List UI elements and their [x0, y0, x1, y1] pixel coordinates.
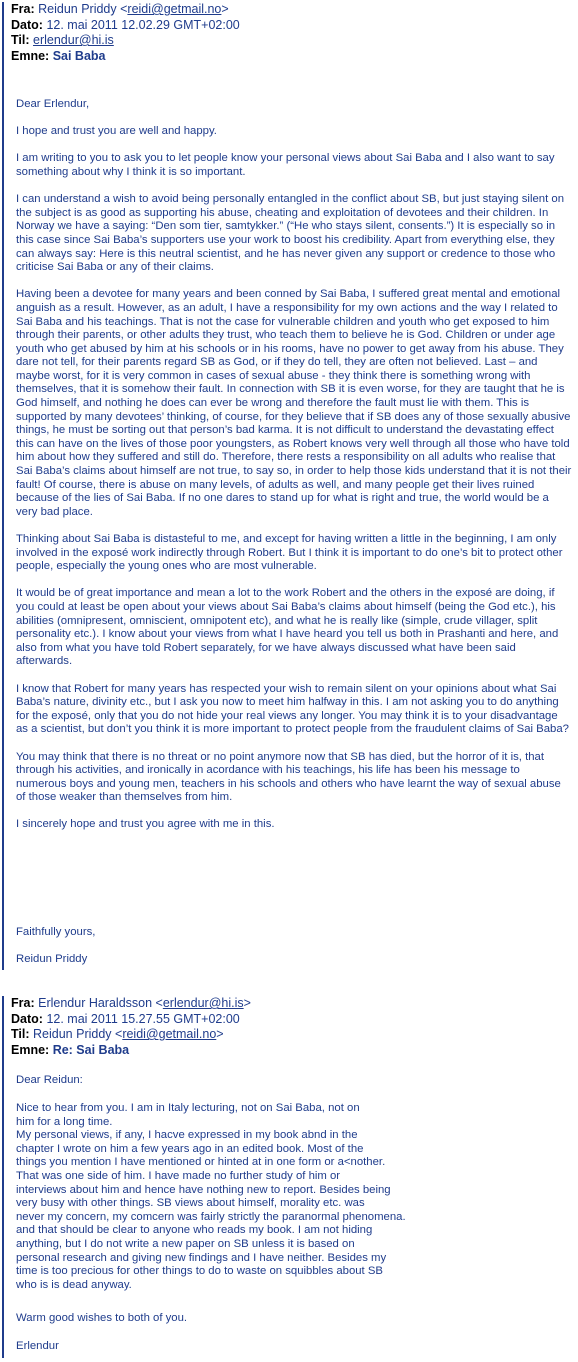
date-row	[11, 18, 240, 34]
date-value: 12. mai 2011 15.27.55 GMT+02:00	[46, 1011, 240, 1026]
body-line: time is too precious for other things to do to waste on squibbles about SB	[16, 1265, 383, 1278]
from-name: Reidun Priddy <	[38, 2, 128, 16]
body-line: very busy with other things. SB views about himself, morality etc. was	[16, 1197, 365, 1210]
body-line: Nice to hear from you. I am in Italy lecturing, not on Sai Baba, not on	[16, 1102, 360, 1114]
signature	[16, 953, 572, 967]
reply-text	[16, 1102, 572, 1292]
signature-name: Reidun Priddy	[16, 953, 88, 965]
body-line: interviews about him and hence have nothing new to report. Besides being	[16, 1183, 391, 1196]
reply-closing	[16, 1312, 572, 1326]
body-line: anything, but I do not write a new paper on SB unless it is based on	[16, 1237, 355, 1250]
paragraph: Dear Erlendur,	[16, 98, 90, 110]
body-line: My personal views, if any, I hacve expressed in my book abnd in the	[16, 1129, 358, 1142]
body-line: things you mention I have mentioned or hinted at in one form or a<nother.	[16, 1156, 386, 1169]
paragraph: I hope and trust you are well and happy.	[16, 125, 217, 138]
subject-row	[11, 49, 240, 65]
body-line: him for a long time.	[16, 1115, 113, 1128]
to-row	[11, 33, 240, 49]
closing: Warm good wishes to both of you.	[16, 1312, 188, 1324]
date-label: Dato:	[11, 1011, 43, 1026]
from-row: Fra: Erlendur Haraldsson <erlendur@hi.is>	[11, 996, 251, 1010]
to-email-link[interactable]: erlendur@hi.is	[33, 33, 114, 47]
paragraph: You may think that there is no threat or no point anymore now that SB has died, but the horror of it is, that through his activities, and ironically in acordance with his teachings, his life has been his message to numerous boys and young men, teachers in his schools and others who have learnt the way of sexual abuse of those weaker than themselves from him.	[16, 750, 561, 804]
sign-off	[16, 926, 572, 940]
body-line: That was one side of him. I have made no further study of him or	[16, 1169, 341, 1182]
subject-value: Sai Baba	[52, 48, 106, 63]
paragraph: I can understand a wish to avoid being personally entangled in the conflict about SB, but just staying silent on the subject is as good as supporting his abuse, cheating and exploitation of devotees and their children. In Norway we have a saying: “Den som tier, samtykker.” (“He who stays silent, consents.”) It is especially so in this case since Sai Baba’s supporters use your work to boost his credibility. Apart from everything else, they can always say: Here is this neutral scientist, and he has never given any support or credence to those who criticise Sai Baba or any of their claims.	[16, 193, 565, 274]
from-label: Fra:	[11, 996, 35, 1010]
from-email-link[interactable]: reidi@getmail.no	[127, 2, 222, 16]
greeting: Dear Reidun:	[16, 1074, 83, 1086]
from-name: Erlendur Haraldsson <	[38, 996, 163, 1010]
body-line: chapter I wrote on him a few years ago in an edited book. Most of the	[16, 1142, 364, 1155]
closing: Faithfully yours,	[16, 926, 96, 938]
to-email-link[interactable]: reidi@getmail.no	[122, 1027, 217, 1041]
paragraph: It would be of great importance and mean a lot to the work Robert and the others in the exposé are doing, if you could at least be open about your views about Sai Baba’s claims about himself (being the God etc.), his abilities (omnipresent, omniscient, omnipotent etc), and what he is really like (simple, crude villager, split personality etc.). I know about your views from what I have heard you tell us both in Prashanti and here, and also from what you have told Robert separately, for we have always discussed what have been said afterwards.	[16, 587, 559, 668]
to-label: Til:	[11, 1027, 30, 1041]
paragraph: Thinking about Sai Baba is distasteful to me, and except for having written a little in the beginning, I am only involved in the exposé work indirectly through Robert. But I think it is important to do one’s bit to protect other people, especially the young ones who are most vulnerable.	[16, 533, 563, 573]
subject-label: Emne:	[11, 48, 50, 63]
to-name: Reidun Priddy <	[33, 1027, 123, 1041]
email-header	[11, 2, 240, 64]
reply-signature	[16, 1340, 572, 1354]
from-label: Fra:	[11, 2, 35, 16]
from-email-link[interactable]: erlendur@hi.is	[162, 996, 244, 1010]
date-label: Dato:	[11, 17, 43, 32]
subject-value: Re: Sai Baba	[52, 1042, 130, 1057]
paragraph: I know that Robert for many years has respected your wish to remain silent on your opinions about what Sai Baba’s nature, divinity etc., but I ask you now to meet him halfway in this. I am not asking you to do anything for the exposé, only that you do not hide your real views any longer. You may think it is to your disadvantage as a scientist, but don’t you think it is more important to protect people from the fraudulent claims of Sai Baba?	[16, 682, 569, 736]
subject-row	[11, 1043, 251, 1059]
quote-bar	[2, 996, 4, 1358]
email-body	[16, 98, 572, 846]
from-row: Fra: Reidun Priddy <reidi@getmail.no>	[11, 2, 229, 16]
date-value: 12. mai 2011 12.02.29 GMT+02:00	[46, 17, 240, 32]
reply-body	[16, 1074, 572, 1088]
body-line: and that should be clear to anyone who reads my book. I am not hiding	[16, 1224, 373, 1237]
subject-label: Emne:	[11, 1042, 50, 1057]
date-row	[11, 1012, 251, 1028]
body-line: who is is dead anyway.	[16, 1278, 132, 1291]
body-line: never my concern, my comcern was fairly strictly the paranormal phenomena.	[16, 1210, 406, 1223]
paragraph: Having been a devotee for many years and been conned by Sai Baba, I suffered great mental and emotional anguish as a result. However, as an adult, I have a responsibility for my own actions and the way I related to Sai Baba and his teachings. That is not the case for vulnerable children and youth who get exposed to him through their parents, or other adults they trust, who teach them to believe he is God. Children or under age youth who get abused by him at his schools or in his rooms, have no power to get away from his abuse. They dare not tell, for their parents regard SB as God, or if they do tell, they are often not believed. Last – and maybe worst, for it is very common in cases of sexual abuse - they think there is something wrong with themselves, that it is somehow their fault. In connection with SB it is even worse, for they are taught that he is God himself, and nothing he does can ever be wrong and therefore the fault must lie with them. This is supported by many devotees’ thinking, of course, for they believe that if SB does any of those sexually abusive things, he must be sorting out that person’s bad karma. It is not difficult to understand the devastating effect this can have on the lives of those poor youngsters, as Robert knows very well through all those who have told him about how they suffered and still do. Therefore, there rests a responsibility on all adults who realise that Sai Baba’s claims about himself are not true, to say so, in order to help those kids understand that it is not their fault! Of course, there is abuse on many levels, of adults as well, and many people get their lives ruined because of the lies of Sai Baba. If no one dares to stand up for what is right and true, the world would be a very bad place.	[16, 288, 572, 518]
paragraph: I sincerely hope and trust you agree with me in this.	[16, 818, 275, 831]
signature-name: Erlendur	[16, 1340, 59, 1352]
quote-bar	[2, 2, 4, 970]
to-label: Til:	[11, 33, 30, 47]
body-line: personal research and giving new findings and I have neither. Besides my	[16, 1251, 387, 1264]
to-row: Til: Reidun Priddy <reidi@getmail.no>	[11, 1027, 224, 1041]
email-header	[11, 996, 251, 1058]
paragraph: I am writing to you to ask you to let people know your personal views about Sai Baba and I also want to say something about why I think it is so important.	[16, 152, 555, 178]
